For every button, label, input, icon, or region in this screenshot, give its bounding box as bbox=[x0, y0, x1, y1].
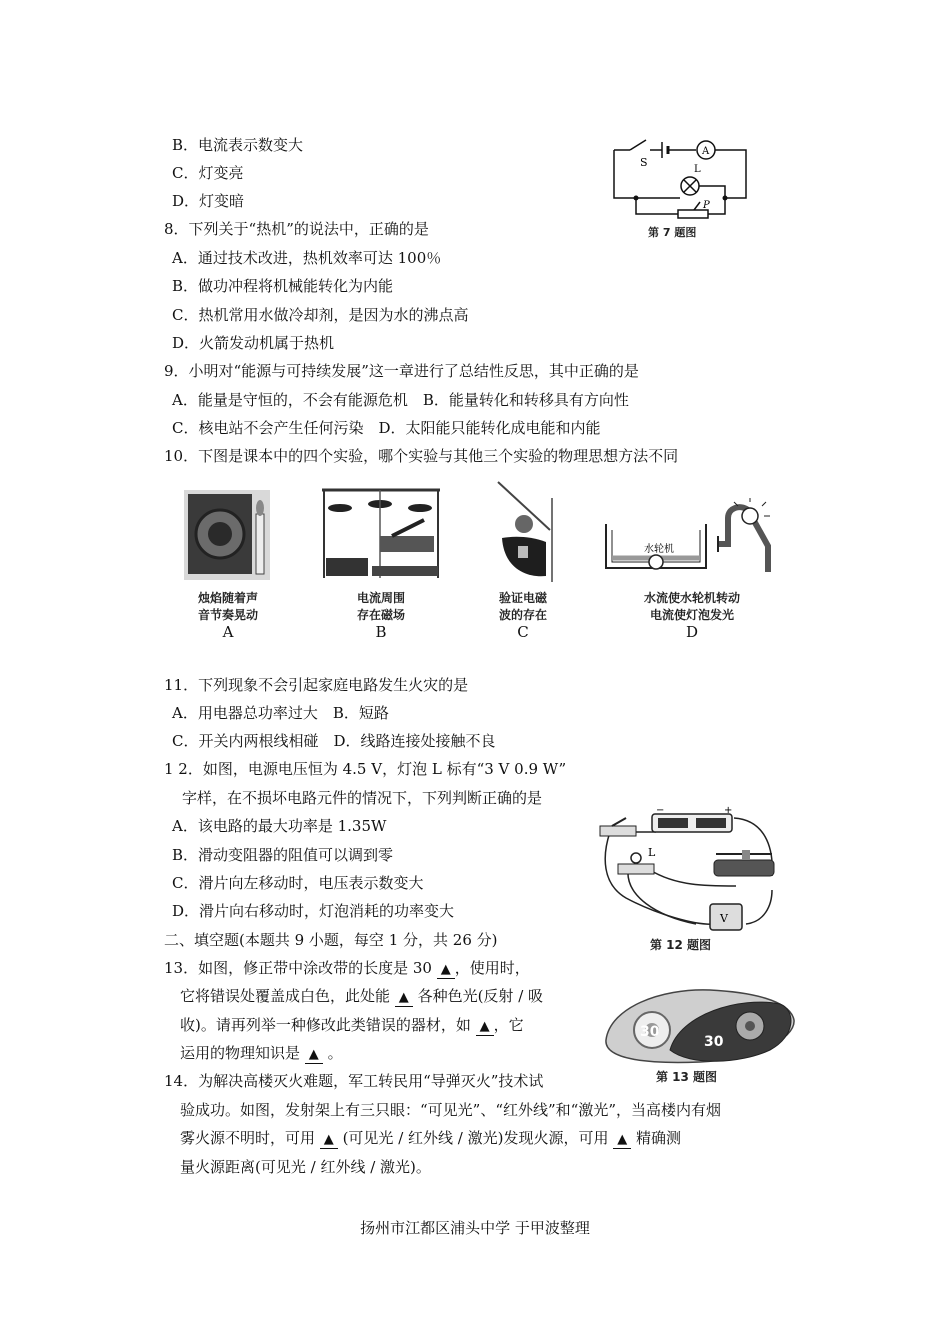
q8-option-a: A．通过技术改进，热机效率可达 100％ bbox=[172, 249, 442, 267]
q12-option-d: D．滑片向右移动时，灯泡消耗的功率变大 bbox=[172, 902, 455, 920]
q7-option-b: B．电流表示数变大 bbox=[172, 136, 304, 154]
q11-options-ab: A．用电器总功率过大 B．短路 bbox=[172, 704, 389, 722]
q13-blank-3[interactable]: ▲ bbox=[476, 1019, 494, 1036]
q13-blank-4[interactable]: ▲ bbox=[305, 1047, 323, 1064]
q7-label-a: A bbox=[702, 146, 710, 157]
q14-line4: 量火源距离(可见光 / 红外线 / 激光)。 bbox=[180, 1158, 431, 1176]
q7-option-c: C．灯变亮 bbox=[172, 164, 244, 182]
q13-figure-label-2: 30 bbox=[704, 1034, 724, 1050]
q13-figure-caption: 第 13 题图 bbox=[656, 1070, 718, 1084]
q12-option-c: C．滑片向左移动时，电压表示数变大 bbox=[172, 874, 424, 892]
q14-line3-text-b: (可见光 / 红外线 / 激光)发现火源，可用 bbox=[342, 1129, 609, 1147]
q13-line1-text-b: ，使用时， bbox=[454, 959, 530, 977]
q10-stem: 10．下图是课本中的四个实验，哪个实验与其他三个实验的物理思想方法不同 bbox=[164, 447, 679, 465]
q10-panel-c-letter: C bbox=[517, 623, 529, 641]
q10-panel-d-caption1: 水流使水轮机转动 bbox=[643, 591, 740, 605]
q11-stem: 11．下列现象不会引起家庭电路发生火灾的是 bbox=[164, 676, 469, 694]
q14-line3 bbox=[180, 1128, 681, 1149]
q12-option-a: A．该电路的最大功率是 1.35W bbox=[172, 817, 387, 835]
q12-option-b: B．滑动变阻器的阻值可以调到零 bbox=[172, 846, 394, 864]
q10-panel-a-caption1: 烛焰随着声 bbox=[197, 591, 258, 605]
q8-option-c: C．热机常用水做冷却剂，是因为水的沸点高 bbox=[172, 306, 469, 324]
q10-panel-d-inner-label: 水轮机 bbox=[644, 544, 674, 555]
q9-options-ab: A．能量是守恒的，不会有能源危机 B．能量转化和转移具有方向性 bbox=[172, 391, 629, 409]
q7-label-s: S bbox=[640, 156, 648, 169]
q8-option-d: D．火箭发动机属于热机 bbox=[172, 334, 335, 352]
page-footer: 扬州市江都区浦头中学 于甲波整理 bbox=[360, 1219, 590, 1237]
q10-panel-c-image bbox=[490, 478, 556, 584]
q7-label-p: P bbox=[703, 200, 710, 211]
q12-plus-sign: + bbox=[724, 806, 733, 816]
q13-line2-text-b: 各种色光(反射 / 吸 bbox=[417, 987, 544, 1005]
q14-line3-text-a: 雾火源不明时，可用 bbox=[180, 1129, 316, 1147]
q13-line2-text-a: 它将错误处覆盖成白色，此处能 bbox=[180, 987, 391, 1005]
q10-panel-b-letter: B bbox=[375, 623, 387, 641]
q8-stem: 8．下列关于“热机”的说法中，正确的是 bbox=[164, 220, 429, 238]
q10-panel-c-caption1: 验证电磁 bbox=[498, 591, 547, 605]
q7-figure-caption: 第 7 题图 bbox=[648, 226, 697, 239]
q11-options-cd: C．开关内两根线相碰 D．线路连接处接触不良 bbox=[172, 732, 496, 750]
q13-line3 bbox=[180, 1015, 524, 1036]
q12-label-l: L bbox=[648, 846, 656, 859]
q10-panel-a-image bbox=[180, 484, 276, 584]
q12-minus-sign: − bbox=[656, 806, 665, 816]
q13-correction-tape-figure bbox=[600, 980, 800, 1066]
q13-blank-1[interactable]: ▲ bbox=[437, 962, 455, 979]
q14-line1: 14．为解决高楼灭火难题，军工转民用“导弹灭火”技术试 bbox=[164, 1072, 544, 1090]
q10-panel-b-caption2: 存在磁场 bbox=[356, 608, 405, 622]
q12-stem-line1: 1 2．如图，电源电压恒为 4.5 V，灯泡 L 标有“3 V 0.9 W” bbox=[164, 760, 567, 778]
q14-line3-text-c: 精确测 bbox=[636, 1129, 682, 1147]
q8-option-b: B．做功冲程将机械能转化为内能 bbox=[172, 277, 394, 295]
q7-option-d: D．灯变暗 bbox=[172, 192, 245, 210]
q12-stem-line2: 字样，在不损坏电路元件的情况下，下列判断正确的是 bbox=[182, 789, 543, 807]
q7-label-l: L bbox=[694, 164, 701, 175]
q13-line4 bbox=[180, 1043, 343, 1064]
q12-label-v: V bbox=[720, 912, 728, 925]
q13-line3-text-a: 收)。请再列举一种修改此类错误的器材，如 bbox=[180, 1016, 471, 1034]
q12-figure-caption: 第 12 题图 bbox=[650, 938, 712, 952]
q13-line4-text-a: 运用的物理知识是 bbox=[180, 1044, 301, 1062]
q10-panel-a-caption2: 音节奏晃动 bbox=[197, 608, 258, 622]
q12-circuit-figure bbox=[596, 806, 786, 934]
q13-line2 bbox=[180, 986, 543, 1007]
q10-panel-d-caption2: 电流使灯泡发光 bbox=[649, 608, 734, 622]
q14-blank-2[interactable]: ▲ bbox=[613, 1132, 631, 1149]
q13-line1 bbox=[164, 958, 530, 979]
q14-line2: 验成功。如图，发射架上有三只眼：“可见光”、“红外线”和“激光”，当高楼内有烟 bbox=[180, 1101, 722, 1119]
q13-line1-text-a: 13．如图，修正带中涂改带的长度是 30 bbox=[164, 959, 432, 977]
q10-panel-b-image bbox=[316, 484, 446, 584]
q9-stem: 9．小明对“能源与可持续发展”这一章进行了总结性反思，其中正确的是 bbox=[164, 362, 639, 380]
section-2-heading: 二、填空题(本题共 9 小题，每空 1 分，共 26 分) bbox=[164, 931, 498, 949]
q14-blank-1[interactable]: ▲ bbox=[320, 1132, 338, 1149]
q10-panel-c-caption2: 波的存在 bbox=[498, 608, 547, 622]
q13-figure-label-1: 30 bbox=[640, 1024, 660, 1040]
q13-blank-2[interactable]: ▲ bbox=[395, 990, 413, 1007]
q13-line3-text-b: ，它 bbox=[493, 1016, 524, 1034]
q9-options-cd: C．核电站不会产生任何污染 D．太阳能只能转化成电能和内能 bbox=[172, 419, 601, 437]
q10-panel-d-image bbox=[600, 496, 782, 582]
q13-line4-text-b: 。 bbox=[327, 1044, 343, 1062]
q10-panel-b-caption1: 电流周围 bbox=[356, 591, 405, 605]
q10-panel-a-letter: A bbox=[222, 623, 234, 641]
q10-panel-d-letter: D bbox=[685, 623, 699, 641]
